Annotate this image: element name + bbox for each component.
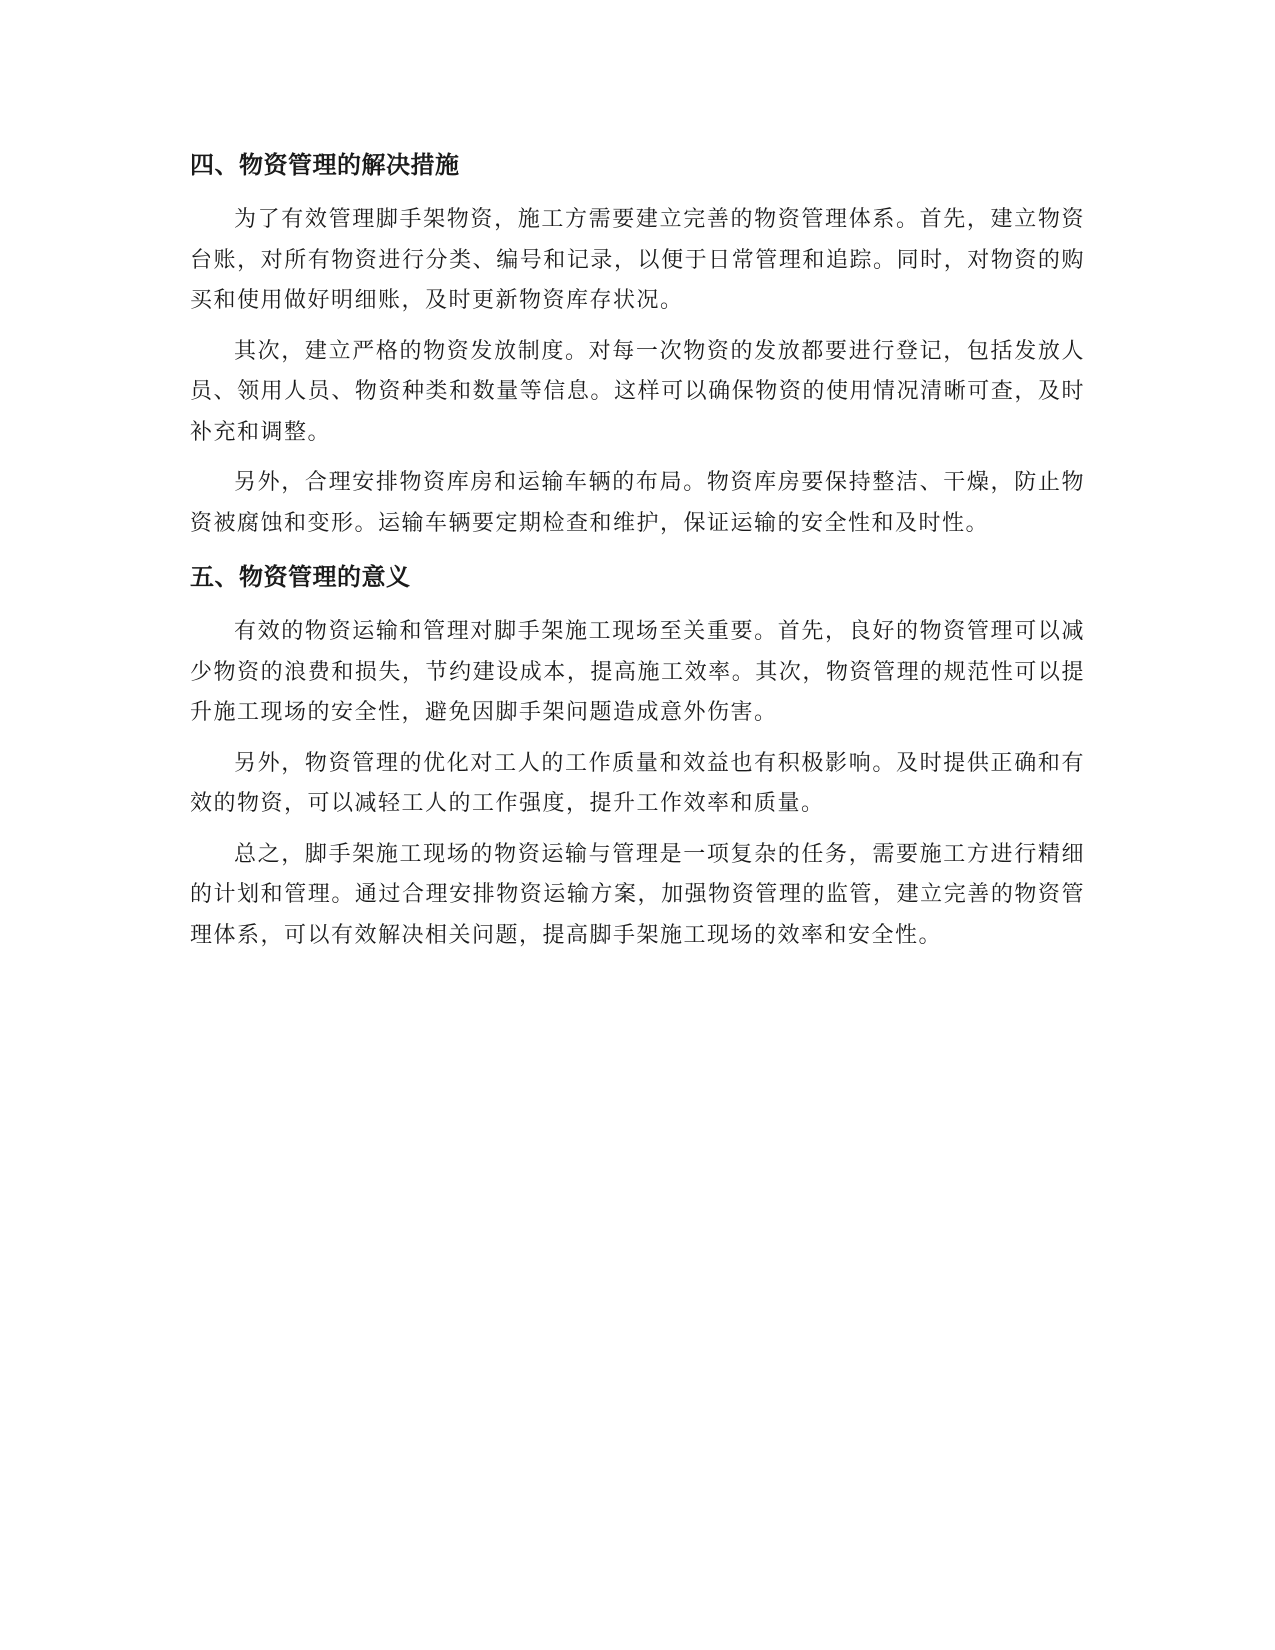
paragraph: 总之，脚手架施工现场的物资运输与管理是一项复杂的任务，需要施工方进行精细的计划和管理。通过合理安排物资运输方案，加强物资管理的监管，建立完善的物资管理体系，可以有效解决相关问题，提高脚手架施工现场的效率和安全性。 [190, 841, 1085, 948]
document-body [190, 150, 1085, 966]
paragraph: 另外，物资管理的优化对工人的工作质量和效益也有积极影响。及时提供正确和有效的物资，可以减轻工人的工作强度，提升工作效率和质量。 [190, 750, 1085, 816]
section-significance [190, 562, 1085, 956]
section-heading: 五、物资管理的意义 [190, 563, 411, 591]
section-heading: 四、物资管理的解决措施 [190, 151, 460, 179]
paragraph: 另外，合理安排物资库房和运输车辆的布局。物资库房要保持整洁、干燥，防止物资被腐蚀和变形。运输车辆要定期检查和维护，保证运输的安全性和及时性。 [190, 470, 1085, 536]
section-solutions [190, 150, 1085, 544]
paragraph: 其次，建立严格的物资发放制度。对每一次物资的发放都要进行登记，包括发放人员、领用人员、物资种类和数量等信息。这样可以确保物资的使用情况清晰可查，及时补充和调整。 [190, 338, 1085, 445]
paragraph: 为了有效管理脚手架物资，施工方需要建立完善的物资管理体系。首先，建立物资台账，对所有物资进行分类、编号和记录，以便于日常管理和追踪。同时，对物资的购买和使用做好明细账，及时更新物资库存状况。 [190, 207, 1085, 313]
paragraph: 有效的物资运输和管理对脚手架施工现场至关重要。首先，良好的物资管理可以减少物资的浪费和损失，节约建设成本，提高施工效率。其次，物资管理的规范性可以提升施工现场的安全性，避免因脚手架问题造成意外伤害。 [190, 619, 1085, 725]
